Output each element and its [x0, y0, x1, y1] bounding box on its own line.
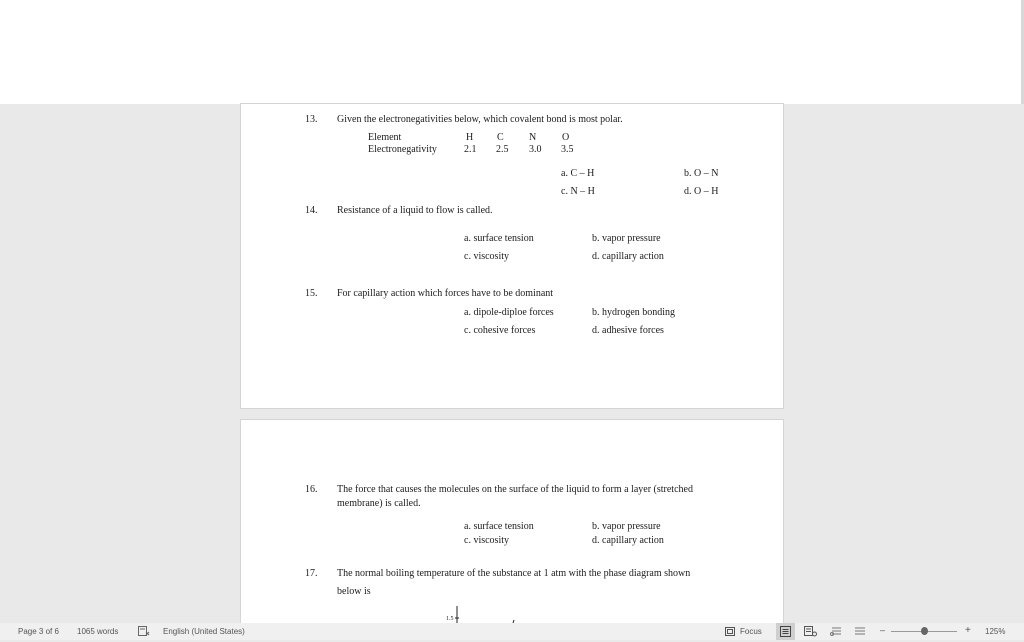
table-label: Element — [368, 132, 402, 143]
answer-option: c. N – H — [561, 186, 595, 197]
focus-icon[interactable] — [725, 627, 735, 636]
question-number: 16. — [305, 484, 318, 495]
answer-option: a. C – H — [561, 168, 595, 179]
answer-option: d. capillary action — [592, 251, 664, 262]
question-text: The force that causes the molecules on the surface of the liquid to form a layer (stretched — [337, 484, 693, 495]
question-number: 14. — [305, 205, 318, 216]
zoom-slider-thumb[interactable] — [921, 627, 928, 635]
status-bar — [0, 623, 1024, 640]
web-layout-icon[interactable] — [830, 626, 842, 637]
answer-option: a. surface tension — [464, 233, 534, 244]
answer-option: b. vapor pressure — [592, 521, 661, 532]
answer-option: d. O – H — [684, 186, 719, 197]
table-cell: 3.5 — [561, 144, 574, 155]
table-cell: H — [466, 132, 474, 143]
table-label: Electronegativity — [368, 144, 437, 155]
table-cell: N — [529, 132, 537, 143]
read-mode-icon — [776, 623, 795, 640]
table-cell: O — [562, 132, 570, 143]
question-text: The normal boiling temperature of the substance at 1 atm with the phase diagram shown — [337, 568, 691, 579]
question-text: Resistance of a liquid to flow is called. — [337, 205, 493, 216]
word-count[interactable]: 1065 words — [77, 627, 119, 636]
question-text: Given the electronegativities below, which covalent bond is most polar. — [337, 114, 623, 125]
answer-option: b. hydrogen bonding — [592, 307, 676, 318]
answer-option: c. viscosity — [464, 251, 509, 262]
table-cell: 2.1 — [464, 144, 477, 155]
answer-option: c. cohesive forces — [464, 325, 536, 336]
zoom-in-button[interactable]: + — [965, 625, 971, 636]
proofing-icon[interactable] — [138, 626, 150, 637]
answer-option: b. vapor pressure — [592, 233, 661, 244]
zoom-level[interactable]: 125% — [985, 627, 1006, 636]
question-number: 15. — [305, 288, 318, 299]
question-number: 17. — [305, 568, 318, 579]
table-cell: 2.5 — [496, 144, 509, 155]
language[interactable]: English (United States) — [163, 627, 245, 636]
answer-option: d. capillary action — [592, 535, 664, 546]
answer-option: b. O – N — [684, 168, 719, 179]
focus-button[interactable]: Focus — [740, 627, 762, 636]
question-text: membrane) is called. — [337, 498, 421, 509]
zoom-out-button[interactable]: – — [880, 625, 886, 635]
print-layout-icon[interactable] — [804, 626, 817, 637]
document-page — [241, 420, 783, 630]
question-text: For capillary action which forces have to be dominant — [337, 288, 554, 299]
document-page — [241, 104, 783, 408]
outline-view-icon[interactable] — [854, 626, 866, 637]
answer-option: a. dipole-diploe forces — [464, 307, 554, 318]
diagram-tick-label: 1.5 — [446, 616, 454, 622]
question-text: below is — [337, 586, 371, 597]
answer-option: c. viscosity — [464, 535, 509, 546]
answer-option: d. adhesive forces — [592, 325, 664, 336]
read-mode-button[interactable] — [776, 623, 795, 640]
page-count[interactable]: Page 3 of 6 — [18, 627, 59, 636]
ribbon-area — [0, 0, 1024, 104]
table-cell: 3.0 — [529, 144, 542, 155]
question-number: 13. — [305, 114, 318, 125]
table-cell: C — [497, 132, 504, 143]
answer-option: a. surface tension — [464, 521, 534, 532]
